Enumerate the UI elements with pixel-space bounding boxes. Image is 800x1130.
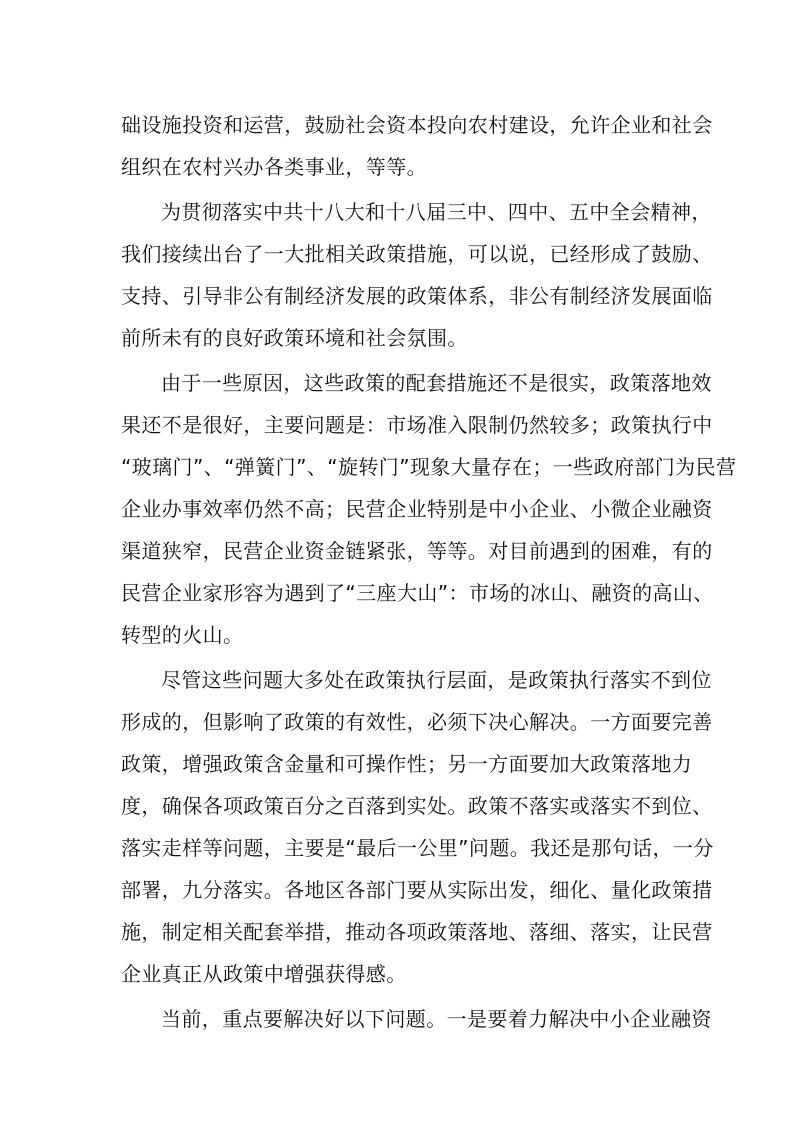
- paragraph-first-line: 尽管这些问题大多处在政策执行层面，是政策执行落实不到位: [161, 668, 712, 692]
- text-line: 落实走样等问题，主要是“最后一公里”问题。我还是那句话，一分: [121, 836, 714, 860]
- text-line: 前所未有的良好政策环境和社会氛围。: [121, 326, 468, 350]
- paragraph-first-line: 由于一些原因，这些政策的配套措施还不是很实，政策落地效: [161, 371, 712, 395]
- text-line: 政策，增强政策含金量和可操作性；另一方面要加大政策落地力: [121, 752, 693, 776]
- text-line: “玻璃门”、“弹簧门”、“旋转门”现象大量存在；一些政府部门为民营: [121, 455, 737, 479]
- text-line: 础设施投资和运营，鼓励社会资本投向农村建设，允许企业和社会: [121, 113, 713, 137]
- text-line: 施，制定相关配套举措，推动各项政策落地、落细、落实，让民营: [121, 920, 713, 944]
- text-line: 企业办事效率仍然不高；民营企业特别是中小企业、小微企业融资: [121, 497, 713, 521]
- text-line: 渠道狭窄，民营企业资金链紧张，等等。对目前遇到的困难，有的: [121, 539, 713, 563]
- text-line: 支持、引导非公有制经济发展的政策体系，非公有制经济发展面临: [121, 284, 713, 308]
- text-line: 企业真正从政策中增强获得感。: [121, 962, 407, 986]
- paragraph-first-line: 为贯彻落实中共十八大和十八届三中、四中、五中全会精神，: [161, 200, 712, 224]
- text-line: 形成的，但影响了政策的有效性，必须下决心解决。一方面要完善: [121, 710, 713, 734]
- text-line: 转型的火山。: [121, 623, 244, 647]
- text-line: 部署，九分落实。各地区各部门要从实际出发，细化、量化政策措: [121, 878, 713, 902]
- text-line: 果还不是很好，主要问题是：市场准入限制仍然较多；政策执行中: [121, 413, 713, 437]
- paragraph-first-line: 当前，重点要解决好以下问题。一是要着力解决中小企业融资: [161, 1007, 712, 1031]
- text-line: 组织在农村兴办各类事业，等等。: [121, 155, 427, 179]
- text-line: 民营企业家形容为遇到了“三座大山”：市场的冰山、融资的高山、: [121, 581, 714, 605]
- text-line: 我们接续出台了一大批相关政策措施，可以说，已经形成了鼓励、: [121, 242, 713, 266]
- text-line: 度，确保各项政策百分之百落到实处。政策不落实或落实不到位、: [121, 794, 713, 818]
